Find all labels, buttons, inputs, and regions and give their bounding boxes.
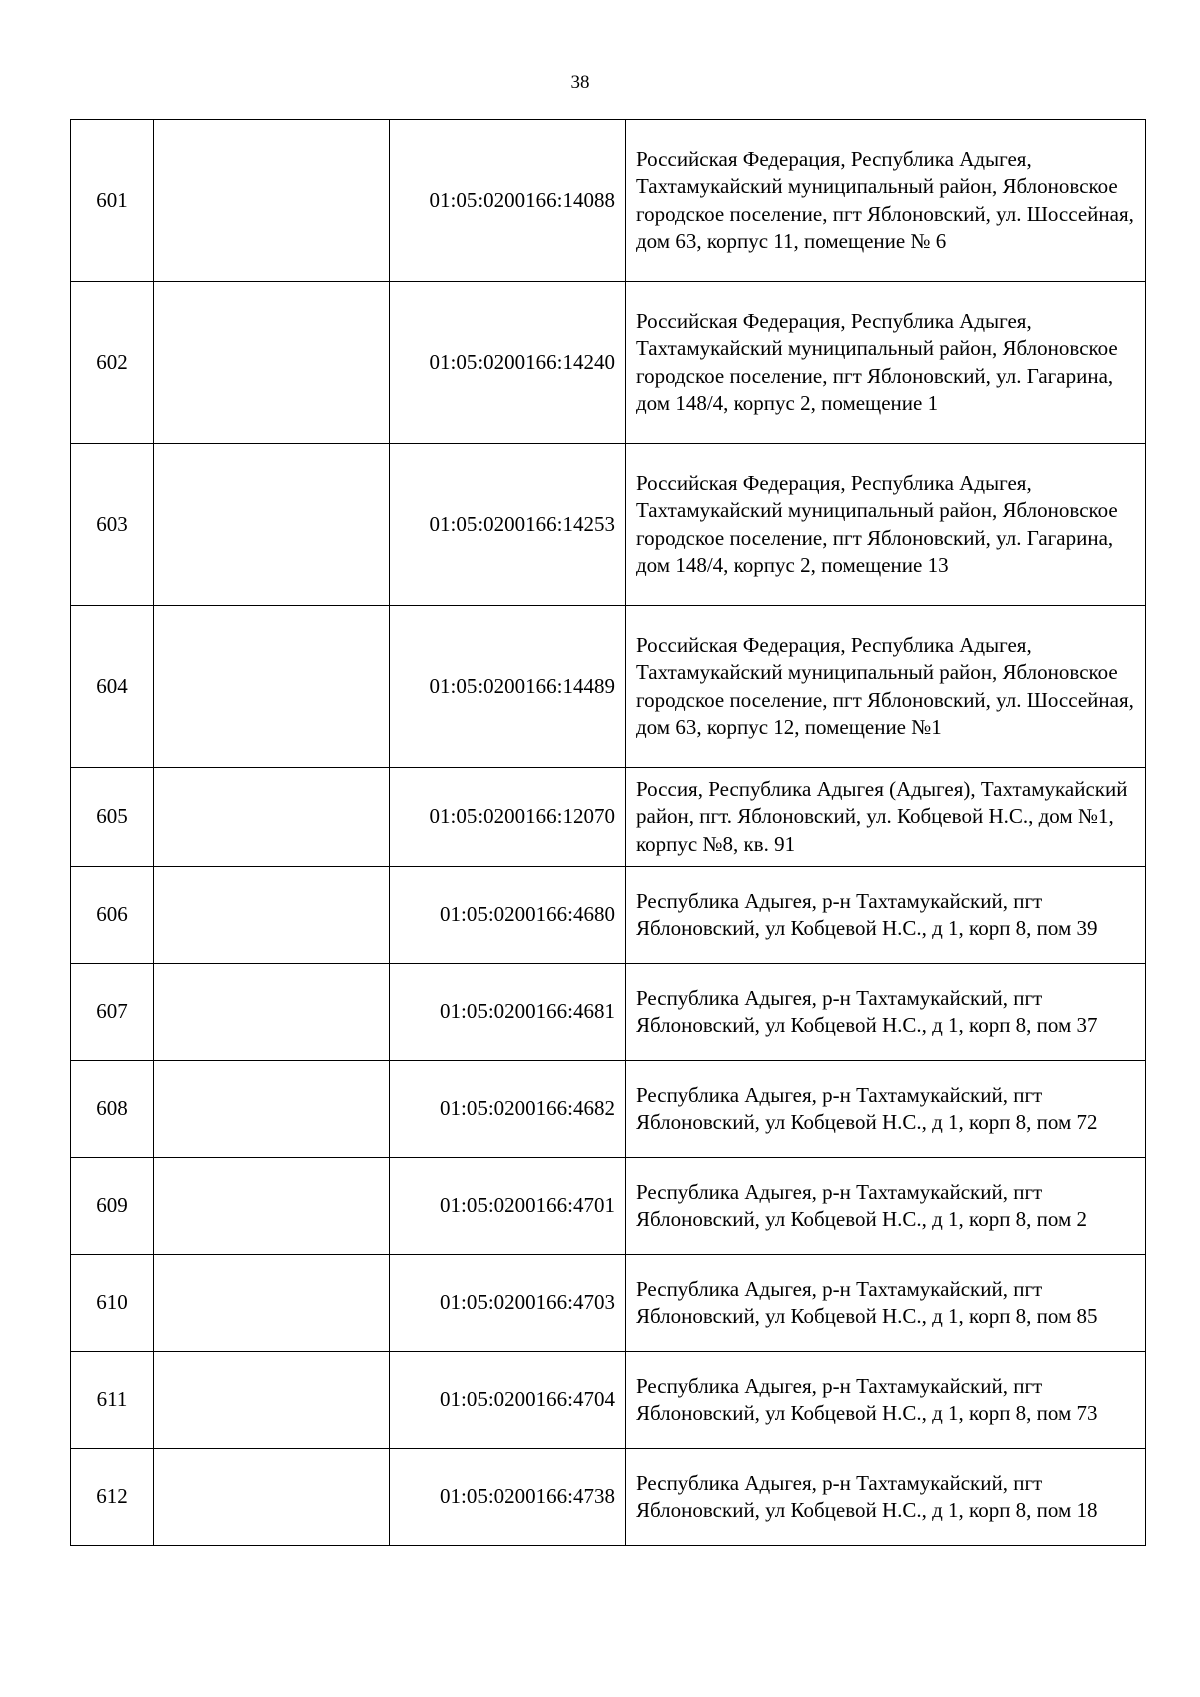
address-cell: Российская Федерация, Республика Адыгея, Тахтамукайский муниципальный район, Яблоновское городское поселение, пгт Яблоновский, ул. Шоссейная, дом 63, корпус 11, помещение № 6 (626, 120, 1146, 282)
table-row (71, 120, 1146, 282)
owner-cell (154, 1158, 390, 1255)
owner-cell (154, 768, 390, 867)
cadastral-number: 01:05:0200166:14240 (390, 282, 626, 444)
row-number: 602 (71, 282, 154, 444)
address-cell: Республика Адыгея, р-н Тахтамукайский, пгт Яблоновский, ул Кобцевой Н.С., д 1, корп 8, пом 85 (626, 1255, 1146, 1352)
cadastral-number: 01:05:0200166:4681 (390, 964, 626, 1061)
cadastral-number: 01:05:0200166:14088 (390, 120, 626, 282)
cadastral-number: 01:05:0200166:4701 (390, 1158, 626, 1255)
cadastral-number: 01:05:0200166:14489 (390, 606, 626, 768)
row-number: 610 (71, 1255, 154, 1352)
table-row (71, 867, 1146, 964)
row-number: 604 (71, 606, 154, 768)
row-number: 612 (71, 1449, 154, 1546)
owner-cell (154, 964, 390, 1061)
address-cell: Республика Адыгея, р-н Тахтамукайский, пгт Яблоновский, ул Кобцевой Н.С., д 1, корп 8, пом 37 (626, 964, 1146, 1061)
address-cell: Российская Федерация, Республика Адыгея, Тахтамукайский муниципальный район, Яблоновское городское поселение, пгт Яблоновский, ул. Шоссейная, дом 63, корпус 12, помещение №1 (626, 606, 1146, 768)
row-number: 611 (71, 1352, 154, 1449)
table-row (71, 1061, 1146, 1158)
row-number: 607 (71, 964, 154, 1061)
row-number: 606 (71, 867, 154, 964)
address-cell: Республика Адыгея, р-н Тахтамукайский, пгт Яблоновский, ул Кобцевой Н.С., д 1, корп 8, пом 72 (626, 1061, 1146, 1158)
cadastral-number: 01:05:0200166:4704 (390, 1352, 626, 1449)
owner-cell (154, 1352, 390, 1449)
owner-cell (154, 120, 390, 282)
address-cell: Российская Федерация, Республика Адыгея, Тахтамукайский муниципальный район, Яблоновское городское поселение, пгт Яблоновский, ул. Гагарина, дом 148/4, корпус 2, помещение 13 (626, 444, 1146, 606)
row-number: 605 (71, 768, 154, 867)
cadastral-number: 01:05:0200166:12070 (390, 768, 626, 867)
table-row (71, 1255, 1146, 1352)
row-number: 609 (71, 1158, 154, 1255)
table-row (71, 964, 1146, 1061)
owner-cell (154, 867, 390, 964)
table-row (71, 1158, 1146, 1255)
cadastral-number: 01:05:0200166:4703 (390, 1255, 626, 1352)
owner-cell (154, 606, 390, 768)
owner-cell (154, 1449, 390, 1546)
owner-cell (154, 444, 390, 606)
table-row (71, 1352, 1146, 1449)
address-cell: Республика Адыгея, р-н Тахтамукайский, пгт Яблоновский, ул Кобцевой Н.С., д 1, корп 8, пом 73 (626, 1352, 1146, 1449)
address-cell: Республика Адыгея, р-н Тахтамукайский, пгт Яблоновский, ул Кобцевой Н.С., д 1, корп 8, пом 2 (626, 1158, 1146, 1255)
cadastral-number: 01:05:0200166:4682 (390, 1061, 626, 1158)
row-number: 608 (71, 1061, 154, 1158)
table-row (71, 444, 1146, 606)
address-cell: Республика Адыгея, р-н Тахтамукайский, пгт Яблоновский, ул Кобцевой Н.С., д 1, корп 8, пом 18 (626, 1449, 1146, 1546)
owner-cell (154, 1255, 390, 1352)
address-cell: Россия, Республика Адыгея (Адыгея), Тахтамукайский район, пгт. Яблоновский, ул. Кобцевой Н.С., дом №1, корпус №8, кв. 91 (626, 768, 1146, 867)
cadastral-number: 01:05:0200166:4680 (390, 867, 626, 964)
row-number: 601 (71, 120, 154, 282)
owner-cell (154, 282, 390, 444)
table-row (71, 768, 1146, 867)
cadastral-number: 01:05:0200166:14253 (390, 444, 626, 606)
property-registry-table (70, 119, 1146, 1546)
table-row (71, 1449, 1146, 1546)
cadastral-number: 01:05:0200166:4738 (390, 1449, 626, 1546)
table-row (71, 606, 1146, 768)
owner-cell (154, 1061, 390, 1158)
table-row (71, 282, 1146, 444)
page-number: 38 (570, 72, 590, 93)
address-cell: Республика Адыгея, р-н Тахтамукайский, пгт Яблоновский, ул Кобцевой Н.С., д 1, корп 8, пом 39 (626, 867, 1146, 964)
row-number: 603 (71, 444, 154, 606)
address-cell: Российская Федерация, Республика Адыгея, Тахтамукайский муниципальный район, Яблоновское городское поселение, пгт Яблоновский, ул. Гагарина, дом 148/4, корпус 2, помещение 1 (626, 282, 1146, 444)
